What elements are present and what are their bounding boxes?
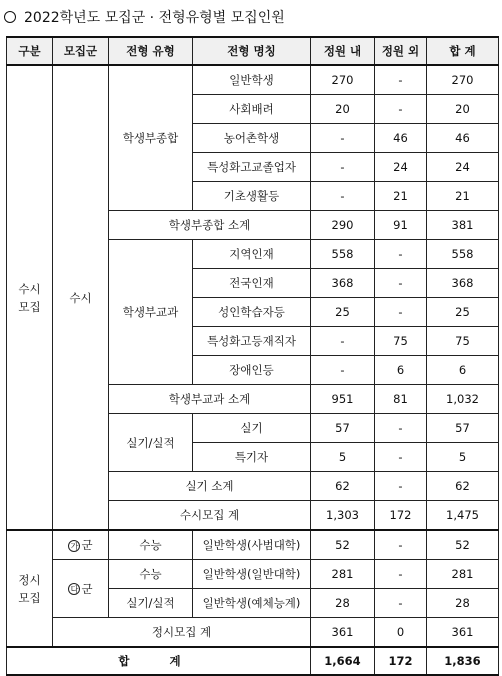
row-total: 46 bbox=[427, 124, 499, 153]
row-in: 28 bbox=[311, 589, 375, 618]
row-out: 75 bbox=[375, 327, 427, 356]
page-title bbox=[4, 6, 285, 28]
row-total: 20 bbox=[427, 95, 499, 124]
row-out: - bbox=[375, 443, 427, 472]
susi-total-name: 수시모집 계 bbox=[109, 501, 311, 531]
grand-total-total: 1,836 bbox=[427, 647, 499, 675]
row-in: - bbox=[311, 153, 375, 182]
row-total: 281 bbox=[427, 560, 499, 589]
row-in: 361 bbox=[311, 618, 375, 648]
row-in: 951 bbox=[311, 385, 375, 414]
row-out: - bbox=[375, 530, 427, 560]
gun-suffix: 군 bbox=[81, 538, 93, 552]
page-title-text: 2022학년도 모집군 · 전형유형별 모집인원 bbox=[24, 10, 285, 26]
row-out: - bbox=[375, 589, 427, 618]
type-gyogwa: 학생부교과 bbox=[109, 240, 193, 385]
row-name: 특성화고교졸업자 bbox=[193, 153, 311, 182]
circle-bullet-icon bbox=[4, 11, 16, 23]
row-in: 57 bbox=[311, 414, 375, 443]
type-silgi: 실기/실적 bbox=[109, 414, 193, 472]
header-out: 정원 외 bbox=[375, 37, 427, 65]
subtotal-name: 학생부교과 소계 bbox=[109, 385, 311, 414]
circled-ga-icon: 가 bbox=[68, 540, 80, 552]
row-total: 6 bbox=[427, 356, 499, 385]
row-type: 수능 bbox=[109, 560, 193, 589]
row-name: 기초생활등 bbox=[193, 182, 311, 211]
circled-da-icon: 다 bbox=[68, 583, 80, 595]
row-type: 실기/실적 bbox=[109, 589, 193, 618]
row-total: 24 bbox=[427, 153, 499, 182]
row-total: 25 bbox=[427, 298, 499, 327]
row-total: 5 bbox=[427, 443, 499, 472]
row-in: 281 bbox=[311, 560, 375, 589]
row-in: 5 bbox=[311, 443, 375, 472]
row-in: 270 bbox=[311, 65, 375, 95]
row-total: 270 bbox=[427, 65, 499, 95]
row-total: 361 bbox=[427, 618, 499, 648]
row-in: 368 bbox=[311, 269, 375, 298]
header-mojipgun: 모집군 bbox=[53, 37, 109, 65]
row-in: 1,303 bbox=[311, 501, 375, 531]
row-in: - bbox=[311, 356, 375, 385]
gun-ga bbox=[53, 530, 109, 560]
row-name: 전국인재 bbox=[193, 269, 311, 298]
row-in: 20 bbox=[311, 95, 375, 124]
row-in: - bbox=[311, 182, 375, 211]
row-total: 1,475 bbox=[427, 501, 499, 531]
grand-total-label: 합 계 bbox=[7, 647, 311, 675]
header-in: 정원 내 bbox=[311, 37, 375, 65]
gubun-jeongsi bbox=[7, 530, 53, 647]
grand-total-in: 1,664 bbox=[311, 647, 375, 675]
row-in: 25 bbox=[311, 298, 375, 327]
row-out: - bbox=[375, 560, 427, 589]
gun-susi: 수시 bbox=[53, 65, 109, 530]
row-in: - bbox=[311, 327, 375, 356]
grand-total-out: 172 bbox=[375, 647, 427, 675]
row-out: 0 bbox=[375, 618, 427, 648]
row-out: - bbox=[375, 414, 427, 443]
row-total: 381 bbox=[427, 211, 499, 240]
row-out: - bbox=[375, 298, 427, 327]
table-row bbox=[7, 65, 499, 95]
row-out: - bbox=[375, 240, 427, 269]
row-in: - bbox=[311, 124, 375, 153]
header-type: 전형 유형 bbox=[109, 37, 193, 65]
row-name: 실기 bbox=[193, 414, 311, 443]
row-total: 75 bbox=[427, 327, 499, 356]
table-row bbox=[7, 560, 499, 589]
row-type: 수능 bbox=[109, 530, 193, 560]
gun-suffix: 군 bbox=[81, 581, 93, 596]
gun-da bbox=[53, 560, 109, 618]
gubun-jeongsi-label: 정시 모집 bbox=[18, 572, 41, 605]
subtotal-name: 실기 소계 bbox=[109, 472, 311, 501]
row-out: - bbox=[375, 269, 427, 298]
table-header-row bbox=[7, 37, 499, 65]
gubun-susi bbox=[7, 65, 53, 530]
header-total: 합 계 bbox=[427, 37, 499, 65]
row-name: 일반학생 bbox=[193, 65, 311, 95]
row-total: 52 bbox=[427, 530, 499, 560]
row-in: 290 bbox=[311, 211, 375, 240]
row-out: 81 bbox=[375, 385, 427, 414]
row-name: 일반학생(사범대학) bbox=[193, 530, 311, 560]
table-row bbox=[7, 530, 499, 560]
row-out: - bbox=[375, 65, 427, 95]
row-name: 장애인등 bbox=[193, 356, 311, 385]
row-in: 52 bbox=[311, 530, 375, 560]
row-name: 성인학습자등 bbox=[193, 298, 311, 327]
grand-total-row bbox=[7, 647, 499, 675]
row-out: 91 bbox=[375, 211, 427, 240]
jeongsi-total-row bbox=[7, 618, 499, 648]
row-name: 특기자 bbox=[193, 443, 311, 472]
type-jonghap: 학생부종합 bbox=[109, 65, 193, 211]
row-name: 지역인재 bbox=[193, 240, 311, 269]
row-total: 62 bbox=[427, 472, 499, 501]
row-total: 28 bbox=[427, 589, 499, 618]
row-name: 농어촌학생 bbox=[193, 124, 311, 153]
header-gubun: 구분 bbox=[7, 37, 53, 65]
admissions-table bbox=[6, 36, 499, 676]
row-name: 일반학생(예체능계) bbox=[193, 589, 311, 618]
jeongsi-total-name: 정시모집 계 bbox=[53, 618, 311, 648]
row-name: 특성화고등재직자 bbox=[193, 327, 311, 356]
row-total: 368 bbox=[427, 269, 499, 298]
row-total: 558 bbox=[427, 240, 499, 269]
header-name: 전형 명칭 bbox=[193, 37, 311, 65]
subtotal-name: 학생부종합 소계 bbox=[109, 211, 311, 240]
row-out: 6 bbox=[375, 356, 427, 385]
row-name: 사회배려 bbox=[193, 95, 311, 124]
row-out: - bbox=[375, 472, 427, 501]
row-total: 1,032 bbox=[427, 385, 499, 414]
row-in: 558 bbox=[311, 240, 375, 269]
row-name: 일반학생(일반대학) bbox=[193, 560, 311, 589]
row-total: 21 bbox=[427, 182, 499, 211]
row-out: - bbox=[375, 95, 427, 124]
gubun-susi-label: 수시 모집 bbox=[18, 281, 41, 314]
row-in: 62 bbox=[311, 472, 375, 501]
row-out: 46 bbox=[375, 124, 427, 153]
row-out: 172 bbox=[375, 501, 427, 531]
row-total: 57 bbox=[427, 414, 499, 443]
row-out: 21 bbox=[375, 182, 427, 211]
row-out: 24 bbox=[375, 153, 427, 182]
